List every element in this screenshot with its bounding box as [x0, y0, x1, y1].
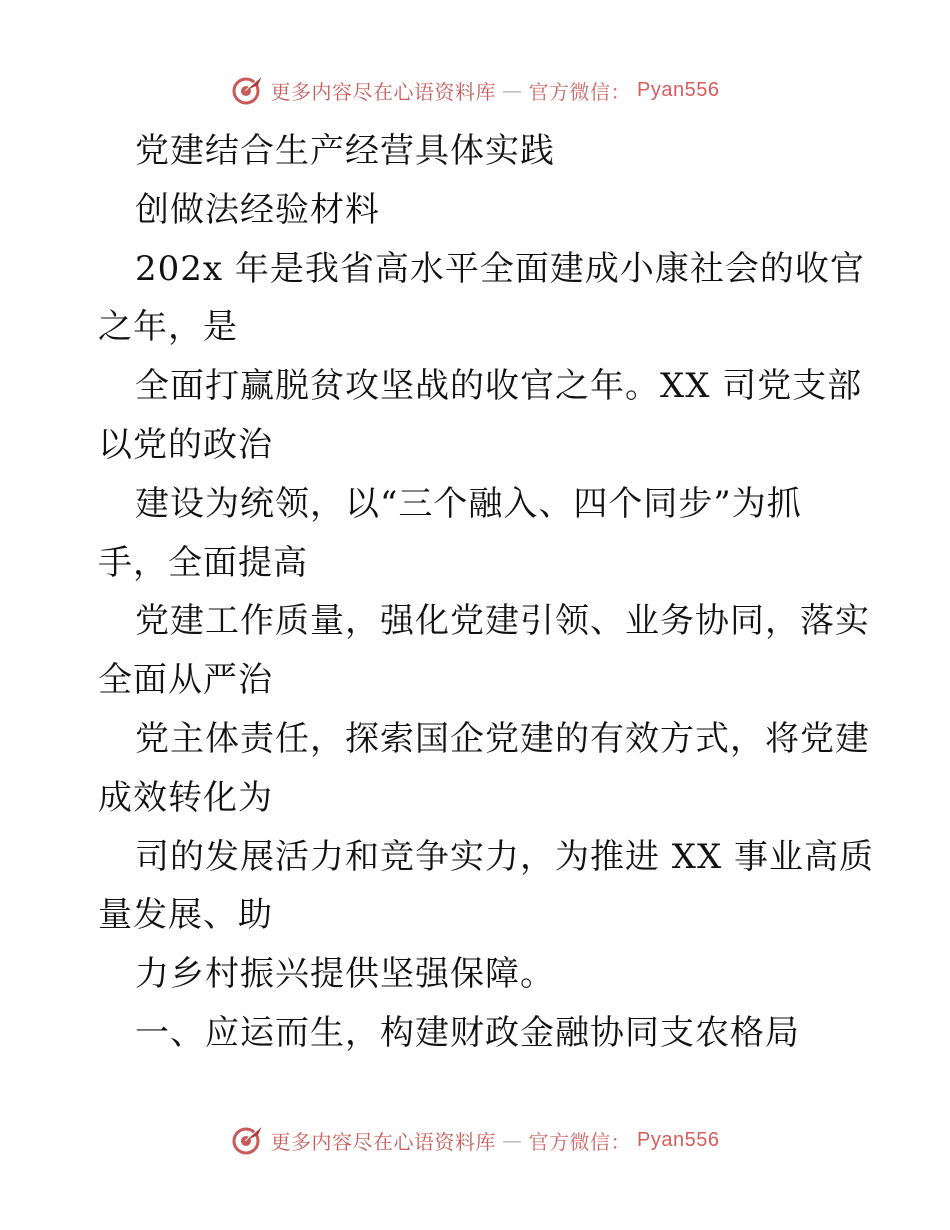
quill-logo-icon — [231, 73, 265, 107]
watermark-separator: — — [502, 1128, 523, 1152]
watermark-site-text: 更多内容尽在心语资料库 — [270, 1129, 497, 1154]
text-line: 司的发展活力和竞争实力，为推进 XX 事业高质 — [135, 836, 875, 877]
text-line: 手，全面提高 — [98, 542, 308, 583]
footer-watermark — [0, 1120, 950, 1160]
watermark-wechat-id: Pyan556 — [637, 1128, 720, 1151]
watermark-wechat-label: 官方微信： — [528, 1129, 632, 1154]
watermark-separator: — — [502, 78, 523, 102]
text-line: 一、应运而生，构建财政金融协同支农格局 — [135, 1012, 800, 1053]
text-line: 力乡村振兴提供坚强保障。 — [135, 954, 555, 995]
text-line: 党建结合生产经营具体实践 — [135, 131, 555, 171]
text-line: 党主体责任，探索国企党建的有效方式，将党建 — [135, 718, 870, 759]
text-line: 党建工作质量，强化党建引领、业务协同，落实 — [135, 601, 870, 642]
text-line: 202x 年是我省高水平全面建成小康社会的收官 — [135, 248, 865, 289]
quill-logo-icon — [231, 1123, 265, 1157]
watermark-wechat-label: 官方微信： — [528, 79, 632, 104]
watermark-wechat-id: Pyan556 — [637, 78, 720, 101]
text-line: 全面从严治 — [98, 660, 273, 701]
document-body — [98, 122, 875, 1063]
text-line: 全面打赢脱贫攻坚战的收官之年。XX 司党支部 — [135, 366, 863, 407]
text-line: 建设为统领，以“三个融入、四个同步”为抓 — [135, 483, 802, 524]
header-watermark — [0, 70, 950, 110]
text-line: 之年，是 — [98, 307, 238, 348]
watermark-site-text: 更多内容尽在心语资料库 — [270, 79, 497, 104]
text-line: 成效转化为 — [98, 777, 273, 818]
text-line: 量发展、助 — [98, 895, 273, 936]
text-line: 创做法经验材料 — [135, 189, 380, 230]
text-line: 以党的政治 — [98, 424, 273, 465]
